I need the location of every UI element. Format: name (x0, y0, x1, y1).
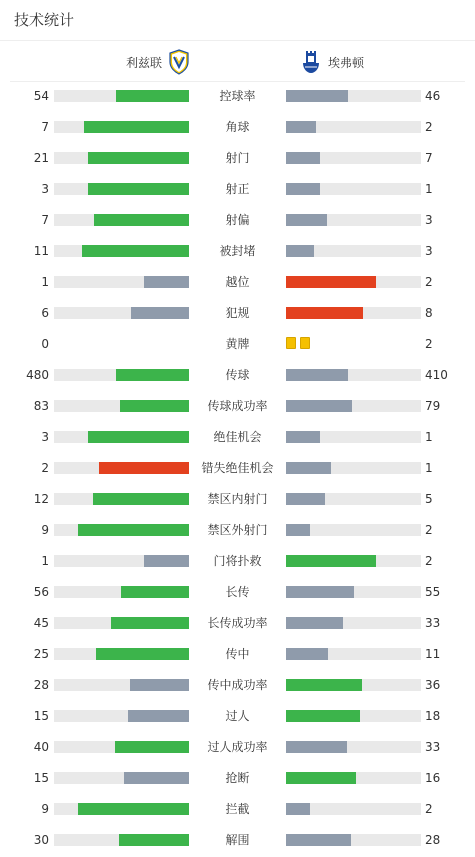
away-bar-fill (286, 152, 320, 164)
home-value: 9 (41, 802, 49, 816)
home-bar-fill (116, 369, 189, 381)
title-bar (0, 0, 475, 41)
away-bar-fill (286, 834, 351, 846)
away-bar-fill (286, 617, 343, 629)
away-bar-track (286, 462, 421, 474)
away-team[interactable] (300, 49, 364, 75)
home-bar-fill (119, 834, 189, 846)
home-bar-track (54, 493, 189, 505)
home-bar-track (54, 400, 189, 412)
stat-label: 绝佳机会 (213, 430, 262, 444)
stat-label: 传球成功率 (207, 399, 268, 413)
home-value: 3 (41, 430, 49, 444)
stat-label: 过人 (225, 709, 250, 723)
stat-row (0, 81, 475, 112)
home-bar-fill (84, 121, 189, 133)
home-bar-track (54, 834, 189, 846)
home-bar-track (54, 741, 189, 753)
away-value: 16 (425, 771, 441, 785)
home-bar-track (54, 183, 189, 195)
away-bar-track (286, 803, 421, 815)
home-value: 1 (41, 554, 49, 568)
stat-row (0, 701, 475, 732)
stat-row (0, 825, 475, 856)
home-bar-track (54, 772, 189, 784)
stat-row (0, 453, 475, 484)
home-value: 2 (41, 461, 49, 475)
away-value: 33 (425, 740, 441, 754)
home-value: 45 (33, 616, 49, 630)
away-value: 2 (425, 802, 433, 816)
stat-row (0, 670, 475, 701)
away-value: 3 (425, 244, 433, 258)
home-bar-track (54, 586, 189, 598)
yellow-card-icon (300, 337, 310, 349)
away-value: 33 (425, 616, 441, 630)
away-bar-fill (286, 710, 360, 722)
home-bar-fill (94, 214, 189, 226)
stat-row (0, 329, 475, 360)
away-bar-track (286, 710, 421, 722)
home-value: 7 (41, 213, 49, 227)
stat-row (0, 112, 475, 143)
away-bar-track (286, 90, 421, 102)
stat-row (0, 205, 475, 236)
away-value: 8 (425, 306, 433, 320)
home-bar-fill (130, 679, 189, 691)
away-value: 410 (425, 368, 448, 382)
away-bar-track (286, 617, 421, 629)
home-bar-track (54, 710, 189, 722)
away-bar-track (286, 183, 421, 195)
away-bar-track (286, 431, 421, 443)
away-bar-track (286, 679, 421, 691)
stat-label: 传中成功率 (207, 678, 268, 692)
home-value: 25 (33, 647, 49, 661)
away-value: 2 (425, 120, 433, 134)
away-bar-fill (286, 679, 362, 691)
home-bar-fill (131, 307, 189, 319)
home-bar-fill (78, 803, 189, 815)
stat-row (0, 794, 475, 825)
away-bar-fill (286, 524, 310, 536)
home-bar-fill (82, 245, 189, 257)
home-bar-fill (93, 493, 189, 505)
away-bar-fill (286, 772, 356, 784)
home-bar-fill (96, 648, 189, 660)
home-team[interactable] (126, 49, 190, 75)
away-value: 1 (425, 461, 433, 475)
stat-row (0, 236, 475, 267)
stat-label: 黄牌 (225, 337, 250, 351)
away-bar-track (286, 741, 421, 753)
home-value: 3 (41, 182, 49, 196)
home-bar-fill (120, 400, 189, 412)
away-bar-track (286, 648, 421, 660)
leeds-united-crest-icon (168, 49, 190, 75)
stat-row (0, 515, 475, 546)
away-bar-track (286, 555, 421, 567)
away-bar-fill (286, 493, 325, 505)
stat-row (0, 174, 475, 205)
away-bar-fill (286, 121, 316, 133)
away-bar-track (286, 524, 421, 536)
stat-row (0, 267, 475, 298)
away-bar-track (286, 772, 421, 784)
home-bar-track (54, 245, 189, 257)
away-value: 2 (425, 337, 433, 351)
stat-label: 越位 (225, 275, 250, 289)
away-yellow-cards (286, 337, 310, 351)
home-value: 9 (41, 523, 49, 537)
away-bar-fill (286, 214, 327, 226)
stat-row (0, 577, 475, 608)
away-bar-track (286, 121, 421, 133)
yellow-card-icon (286, 337, 296, 349)
away-team-name: 埃弗顿 (328, 55, 365, 70)
away-value: 11 (425, 647, 441, 661)
home-value: 0 (41, 337, 49, 351)
home-bar-track (54, 307, 189, 319)
page-title: 技术统计 (14, 11, 75, 29)
home-value: 7 (41, 120, 49, 134)
away-value: 18 (425, 709, 441, 723)
home-bar-fill (88, 152, 189, 164)
stat-label: 错失绝佳机会 (201, 461, 274, 475)
stat-row (0, 763, 475, 794)
home-value: 15 (33, 709, 49, 723)
stat-label: 解围 (225, 833, 250, 847)
home-value: 30 (33, 833, 49, 847)
home-team-name: 利兹联 (126, 55, 163, 70)
home-value: 83 (33, 399, 49, 413)
home-bar-track (54, 679, 189, 691)
away-value: 2 (425, 523, 433, 537)
stat-row (0, 422, 475, 453)
away-bar-track (286, 245, 421, 257)
stat-row (0, 391, 475, 422)
home-bar-track (54, 648, 189, 660)
away-value: 28 (425, 833, 441, 847)
away-value: 7 (425, 151, 433, 165)
home-bar-track (54, 431, 189, 443)
away-bar-fill (286, 183, 320, 195)
away-value: 5 (425, 492, 433, 506)
stat-label: 禁区外射门 (207, 523, 268, 537)
home-bar-fill (99, 462, 189, 474)
stat-label: 长传 (225, 585, 250, 599)
home-value: 480 (26, 368, 49, 382)
stat-row (0, 298, 475, 329)
stat-label: 过人成功率 (207, 740, 268, 754)
away-value: 46 (425, 89, 441, 103)
home-bar-fill (128, 710, 189, 722)
away-value: 2 (425, 275, 433, 289)
stat-row (0, 484, 475, 515)
home-bar-track (54, 90, 189, 102)
away-bar-fill (286, 90, 348, 102)
away-bar-fill (286, 803, 310, 815)
away-bar-track (286, 276, 421, 288)
home-value: 40 (33, 740, 49, 754)
teams-header (10, 41, 465, 82)
home-bar-track (54, 462, 189, 474)
stat-label: 射正 (225, 182, 250, 196)
away-bar-track (286, 586, 421, 598)
stat-label: 传球 (225, 368, 250, 382)
away-value: 36 (425, 678, 441, 692)
away-bar-fill (286, 648, 328, 660)
home-bar-fill (121, 586, 189, 598)
home-value: 12 (33, 492, 49, 506)
stat-label: 抢断 (225, 771, 250, 785)
stat-label: 拦截 (225, 802, 250, 816)
home-bar-track (54, 617, 189, 629)
away-bar-fill (286, 586, 354, 598)
away-value: 2 (425, 554, 433, 568)
stat-label: 禁区内射门 (207, 492, 268, 506)
home-bar-fill (144, 276, 189, 288)
stat-label: 门将扑救 (213, 554, 262, 568)
home-value: 11 (33, 244, 49, 258)
away-bar-fill (286, 245, 314, 257)
home-bar-fill (144, 555, 189, 567)
home-bar-track (54, 555, 189, 567)
stat-label: 控球率 (219, 89, 256, 103)
stat-row (0, 546, 475, 577)
home-value: 6 (41, 306, 49, 320)
away-bar-fill (286, 431, 320, 443)
stat-row (0, 360, 475, 391)
away-bar-track (286, 152, 421, 164)
home-bar-fill (88, 183, 189, 195)
home-bar-track (54, 803, 189, 815)
stat-row (0, 608, 475, 639)
stat-row (0, 143, 475, 174)
home-value: 21 (33, 151, 49, 165)
away-bar-fill (286, 741, 347, 753)
away-bar-track (286, 369, 421, 381)
stats-list (0, 81, 475, 856)
stat-label: 角球 (225, 120, 250, 134)
away-value: 1 (425, 430, 433, 444)
home-bar-fill (78, 524, 189, 536)
stat-label: 犯规 (225, 306, 250, 320)
home-value: 56 (33, 585, 49, 599)
away-bar-fill (286, 400, 352, 412)
away-bar-fill (286, 276, 376, 288)
away-bar-track (286, 400, 421, 412)
away-bar-fill (286, 307, 363, 319)
away-bar-track (286, 834, 421, 846)
home-bar-fill (115, 741, 189, 753)
stat-label: 射门 (225, 151, 250, 165)
home-bar-track (54, 152, 189, 164)
away-bar-track (286, 493, 421, 505)
home-bar-fill (111, 617, 189, 629)
home-bar-track (54, 121, 189, 133)
everton-crest-icon (300, 49, 322, 75)
home-bar-fill (124, 772, 189, 784)
home-bar-fill (88, 431, 189, 443)
away-bar-fill (286, 369, 348, 381)
home-value: 54 (33, 89, 49, 103)
home-bar-track (54, 369, 189, 381)
away-bar-track (286, 214, 421, 226)
away-bar-track (286, 307, 421, 319)
stat-label: 射偏 (225, 213, 250, 227)
stat-label: 长传成功率 (207, 616, 268, 630)
home-bar-track (54, 276, 189, 288)
home-bar-track (54, 214, 189, 226)
home-value: 1 (41, 275, 49, 289)
stat-label: 被封堵 (219, 244, 256, 258)
home-bar-track (54, 524, 189, 536)
home-bar-fill (116, 90, 189, 102)
stat-label: 传中 (225, 647, 250, 661)
home-value: 15 (33, 771, 49, 785)
away-value: 55 (425, 585, 441, 599)
away-bar-fill (286, 555, 376, 567)
away-bar-fill (286, 462, 331, 474)
away-value: 79 (425, 399, 441, 413)
stat-row (0, 639, 475, 670)
away-value: 3 (425, 213, 433, 227)
stat-row (0, 732, 475, 763)
away-value: 1 (425, 182, 433, 196)
home-value: 28 (33, 678, 49, 692)
